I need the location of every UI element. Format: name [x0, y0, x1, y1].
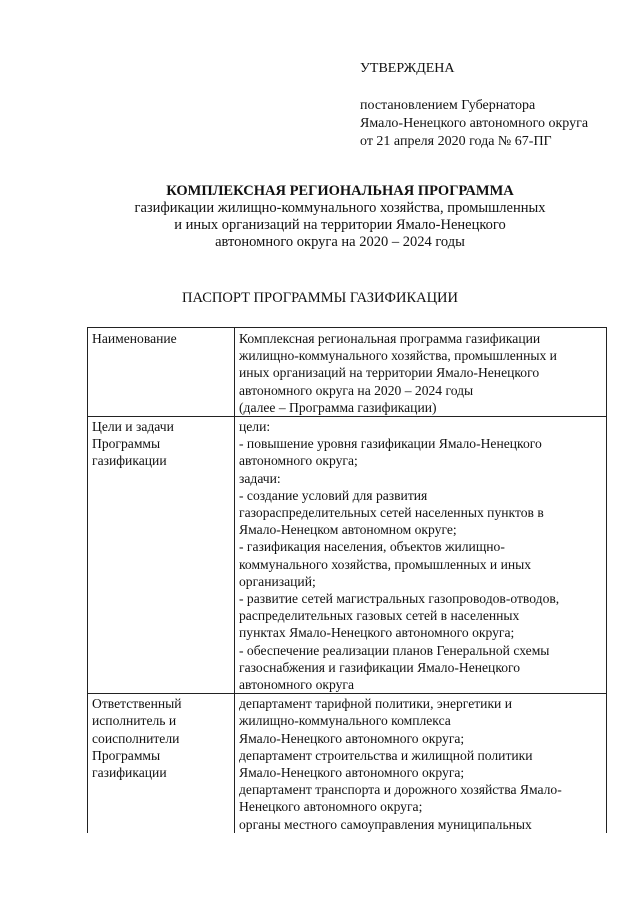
row-label: Программы — [92, 436, 161, 452]
content-line: газораспределительных сетей населенных пунктов в — [239, 505, 544, 521]
row-label: Программы — [92, 747, 161, 763]
row-label-cell — [88, 694, 235, 833]
program-title-block — [60, 183, 620, 251]
passport-table — [87, 327, 607, 833]
program-subtitle-line: и иных организаций на территории Ямало-Ненецкого — [174, 217, 506, 233]
row-label: газификации — [92, 765, 167, 781]
table-row — [88, 328, 607, 417]
content-line: распределительных газовых сетей в населенных — [239, 608, 520, 624]
content-line: - развитие сетей магистральных газопроводов-отводов, — [239, 591, 560, 607]
row-label: Цели и задачи — [92, 419, 174, 435]
program-subtitle-line: газификации жилищно-коммунального хозяйства, промышленных — [134, 200, 546, 216]
row-label: Наименование — [92, 331, 177, 346]
content-line: коммунального хозяйства, промышленных и иных — [239, 556, 532, 572]
content-line: органы местного самоуправления муниципальных — [239, 816, 532, 832]
content-line: жилищно-коммунального комплекса — [239, 713, 451, 729]
table-row — [88, 417, 607, 694]
content-line: автономного округа — [239, 677, 355, 693]
approval-block — [360, 60, 630, 151]
content-line: - повышение уровня газификации Ямало-Ненецкого — [239, 436, 542, 452]
row-label: исполнитель и — [92, 713, 177, 729]
row-label: газификации — [92, 453, 167, 469]
content-line: жилищно-коммунального хозяйства, промышленных и — [239, 348, 557, 364]
content-line: - обеспечение реализации планов Генеральной схемы — [239, 642, 550, 658]
content-line: цели: — [239, 419, 271, 435]
content-line: департамент строительства и жилищной политики — [239, 747, 533, 763]
row-label: соисполнители — [92, 730, 180, 746]
row-content-cell — [235, 417, 607, 694]
content-line: пунктах Ямало-Ненецкого автономного округа; — [239, 625, 515, 641]
program-title: КОМПЛЕКСНАЯ РЕГИОНАЛЬНАЯ ПРОГРАММА — [166, 183, 514, 199]
content-line: Ямало-Ненецкого автономного округа; — [239, 765, 465, 781]
content-line: Ямало-Ненецком автономном округе; — [239, 522, 457, 538]
content-line: организаций; — [239, 573, 316, 589]
content-line: - создание условий для развития — [239, 487, 428, 503]
content-line: департамент транспорта и дорожного хозяйства Ямало- — [239, 782, 562, 798]
content-line: газоснабжения и газификации Ямало-Ненецкого — [239, 659, 521, 675]
content-line: задачи: — [239, 470, 281, 486]
content-line: автономного округа на 2020 – 2024 годы — [239, 382, 474, 398]
approval-line: постановлением Губернатора — [360, 98, 536, 113]
row-label-cell — [88, 328, 235, 417]
approval-line: Ямало-Ненецкого автономного округа — [360, 116, 589, 131]
program-subtitle-line: автономного округа на 2020 – 2024 годы — [215, 234, 465, 250]
row-content-cell — [235, 328, 607, 417]
content-line: (далее – Программа газификации) — [239, 399, 437, 415]
content-line: автономного округа; — [239, 453, 358, 469]
row-label: Ответственный — [92, 696, 182, 712]
content-line: - газификация населения, объектов жилищно- — [239, 539, 505, 555]
content-line: Комплексная региональная программа газификации — [239, 331, 541, 346]
passport-title: ПАСПОРТ ПРОГРАММЫ ГАЗИФИКАЦИИ — [182, 290, 458, 306]
row-label-cell — [88, 417, 235, 694]
table-row — [88, 694, 607, 833]
approval-line: от 21 апреля 2020 года № 67-ПГ — [360, 134, 552, 149]
approval-heading: УТВЕРЖДЕНА — [360, 61, 455, 76]
content-line: Ямало-Ненецкого автономного округа; — [239, 730, 465, 746]
content-line: Ненецкого автономного округа; — [239, 799, 423, 815]
row-content-cell — [235, 694, 607, 833]
content-line: департамент тарифной политики, энергетики и — [239, 696, 513, 712]
content-line: иных организаций на территории Ямало-Ненецкого — [239, 365, 540, 381]
